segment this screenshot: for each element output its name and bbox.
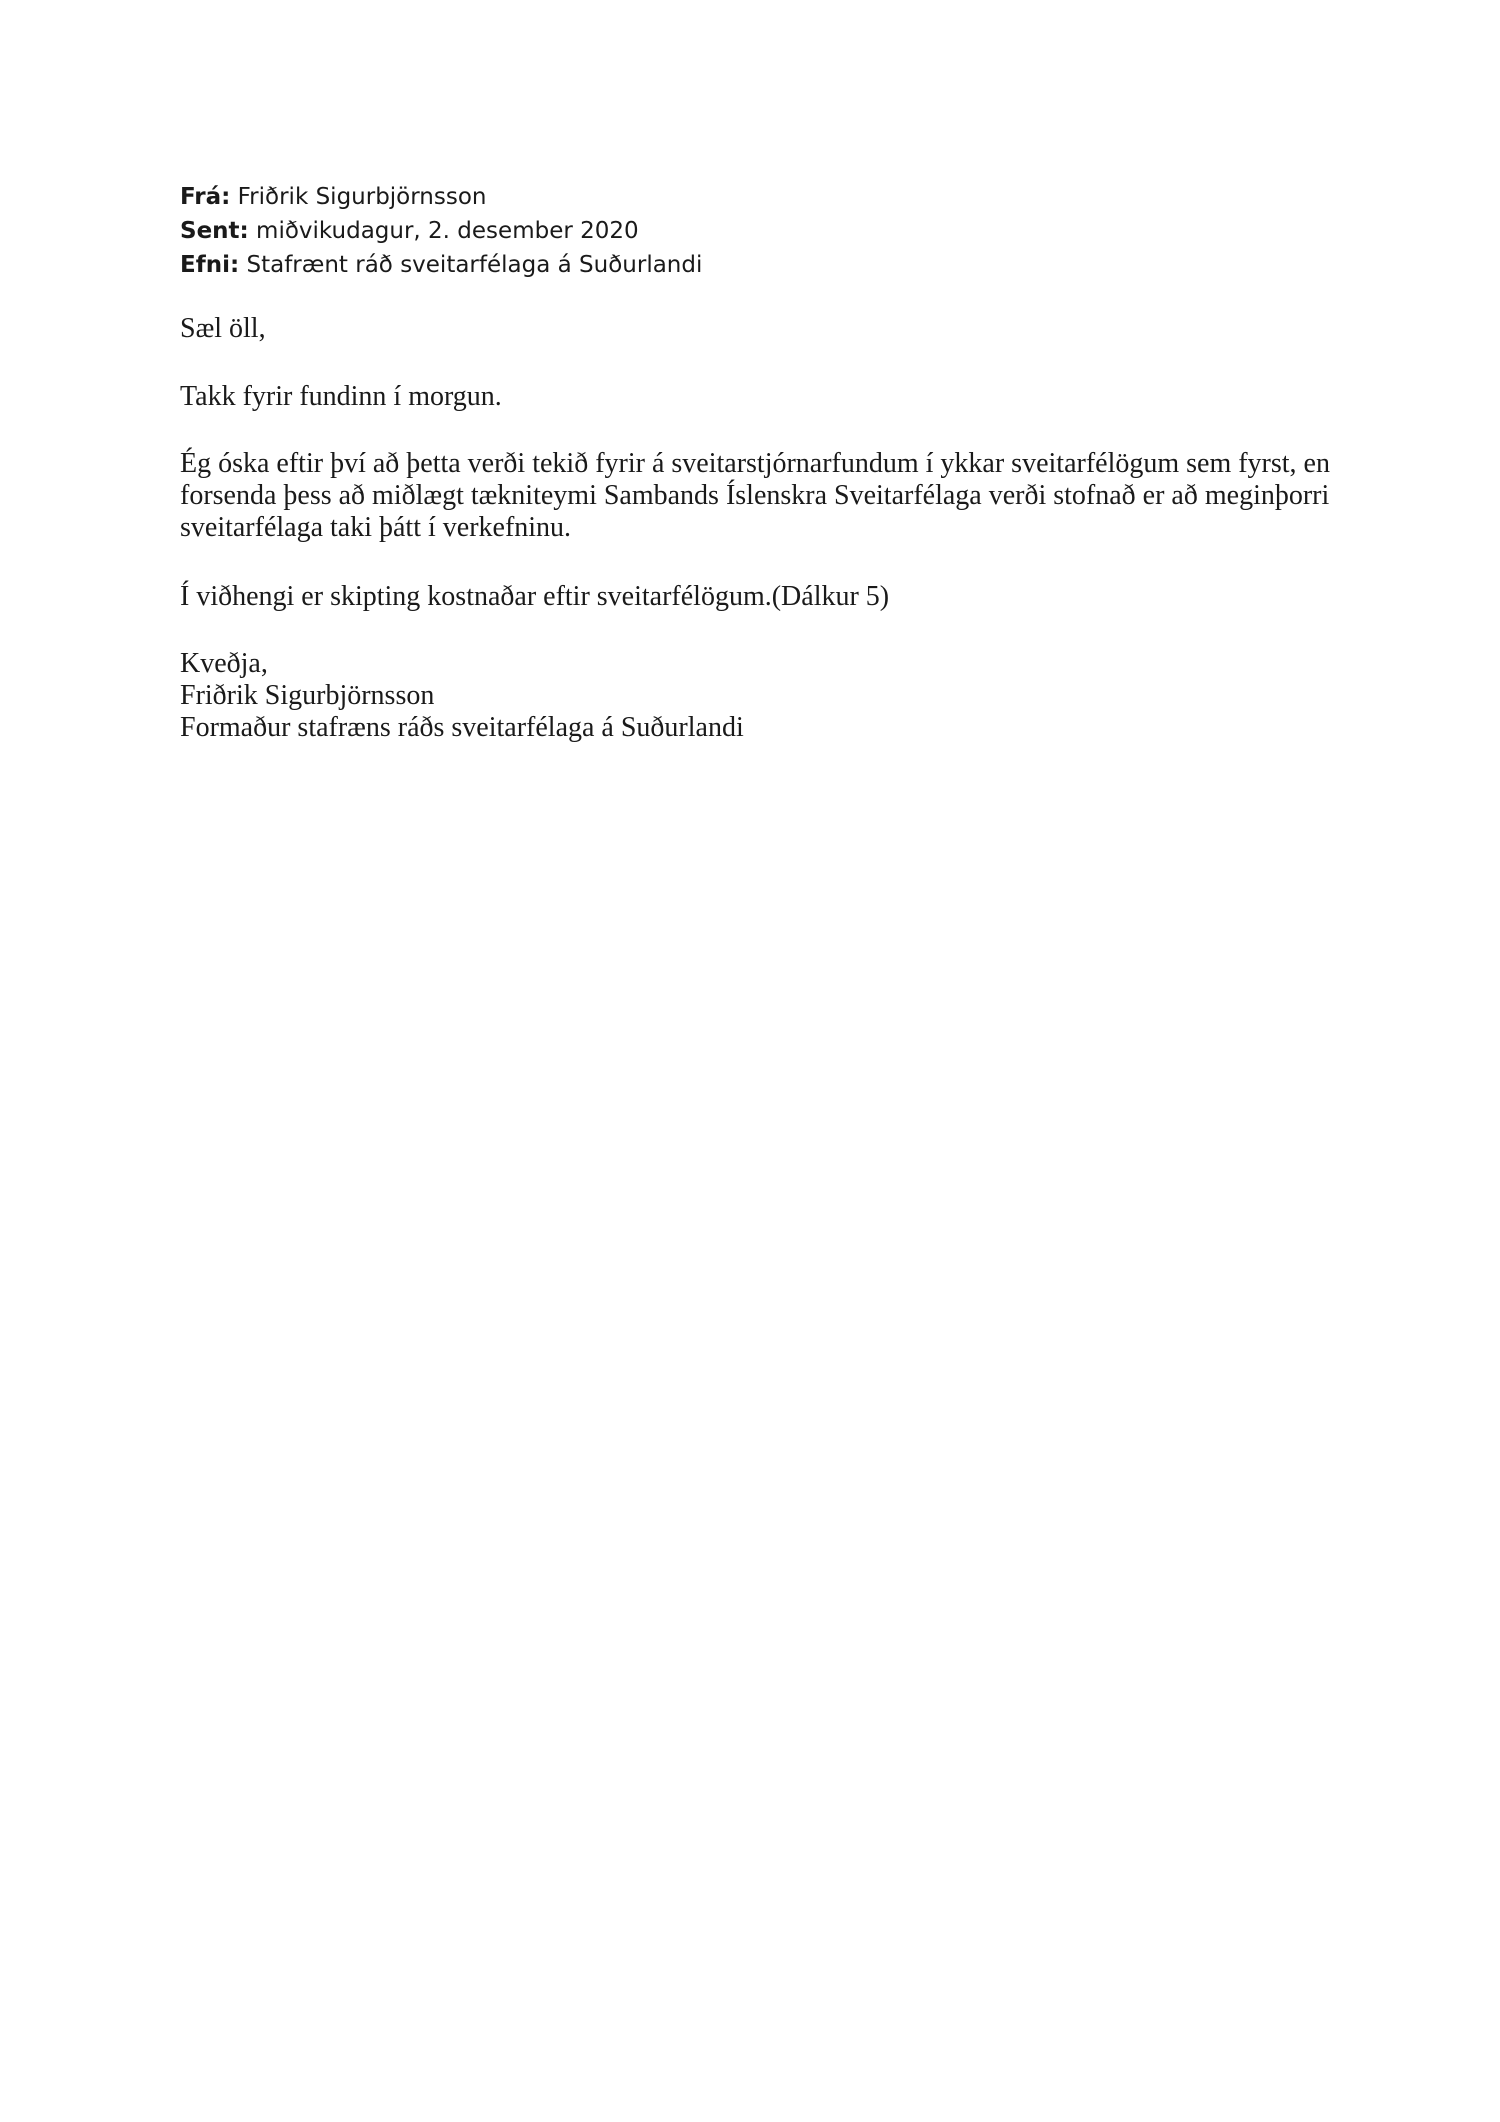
email-header	[180, 180, 702, 282]
sent-value: miðvikudagur, 2. desember 2020	[248, 218, 639, 244]
greeting: Sæl öll,	[180, 313, 266, 344]
from-value: Friðrik Sigurbjörnsson	[230, 184, 487, 210]
attachment-paragraph: Í viðhengi er skipting kostnaðar eftir sveitarfélögum.(Dálkur 5)	[180, 581, 890, 612]
signature-title: Formaður stafræns ráðs sveitarfélaga á Suðurlandi	[180, 712, 744, 743]
thanks-paragraph: Takk fyrir fundinn í morgun.	[180, 381, 502, 412]
subject-value: Stafrænt ráð sveitarfélaga á Suðurlandi	[239, 252, 703, 278]
signature-block	[180, 648, 1360, 744]
from-label: Frá:	[180, 184, 231, 210]
subject-label: Efni:	[180, 252, 240, 278]
request-paragraph: Ég óska eftir því að þetta verði tekið fyrir á sveitarstjórnarfundum í ykkar sveitarfélögum sem fyrst, en forsenda þess að miðlægt tækniteymi Sambands Íslenskra Sveitarfélaga verði stofnað er að meginþorri sveitarfélaga taki þátt í verkefninu.	[180, 448, 1330, 543]
sent-line	[180, 214, 702, 248]
signature-name: Friðrik Sigurbjörnsson	[180, 680, 435, 711]
sent-label: Sent:	[180, 218, 249, 244]
signature-closing: Kveðja,	[180, 648, 268, 679]
from-line	[180, 180, 702, 214]
subject-line	[180, 248, 702, 282]
